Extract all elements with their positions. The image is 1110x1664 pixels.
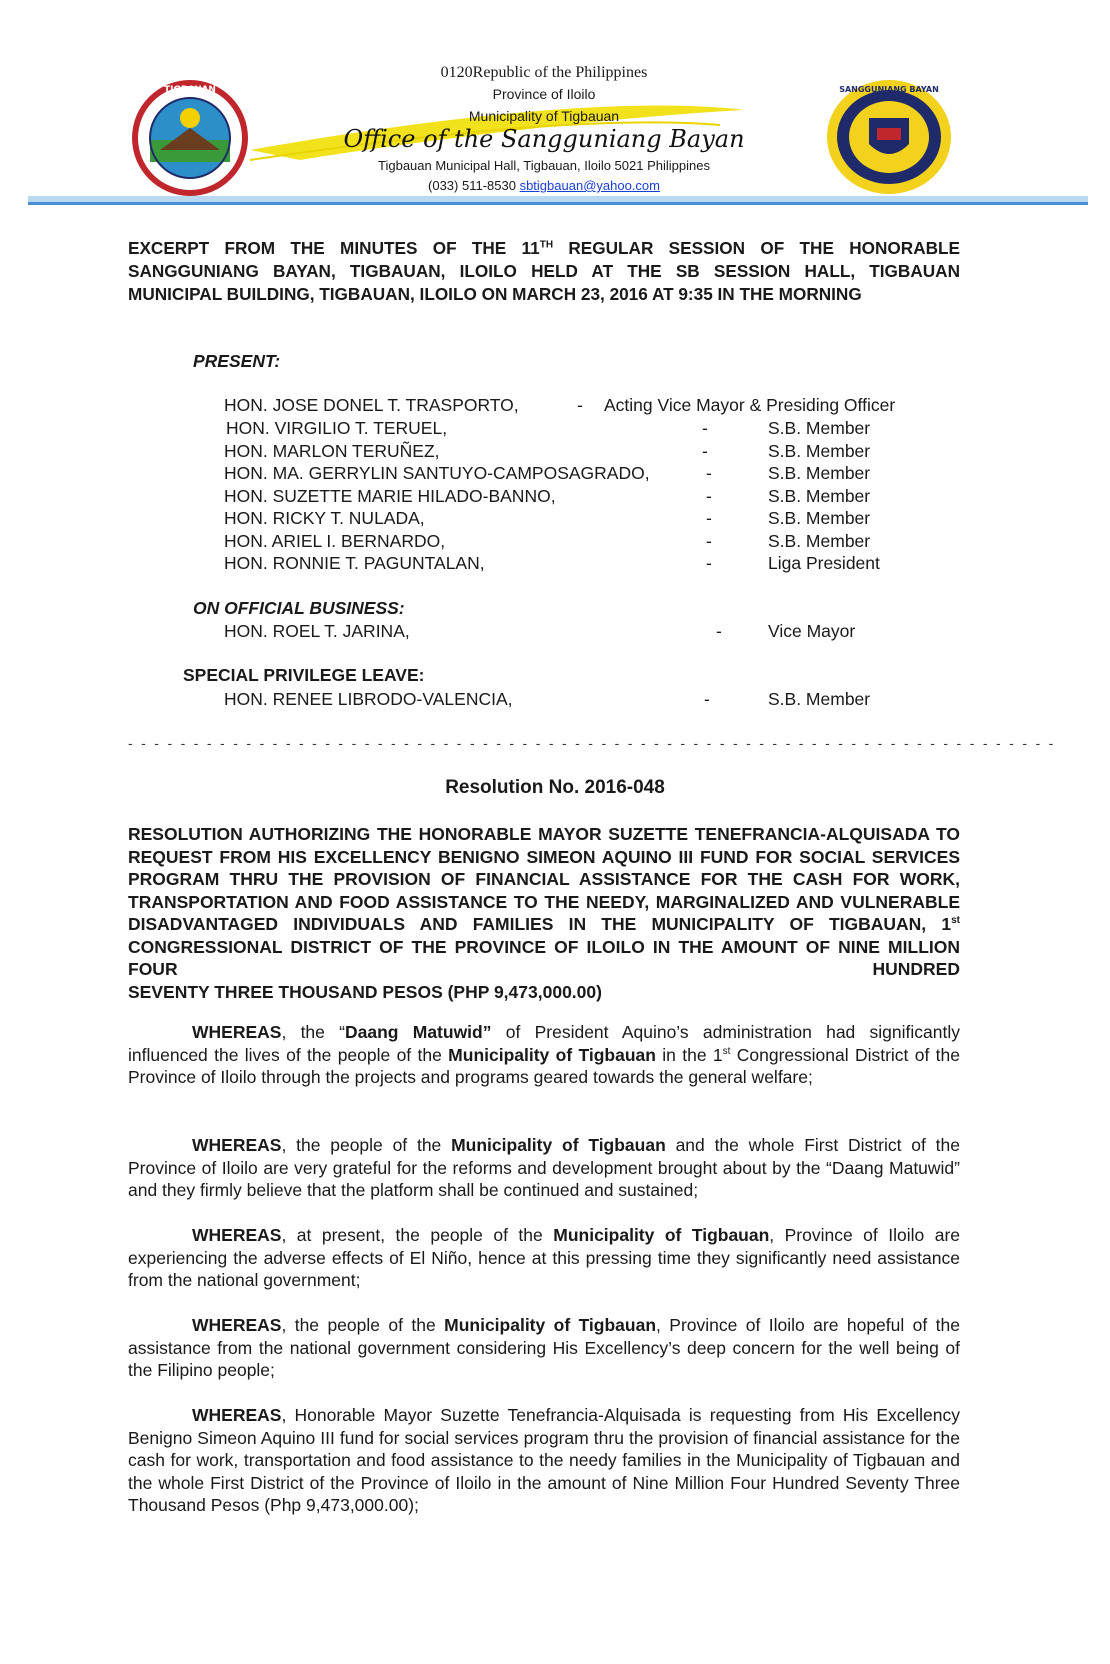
resolution-number: Resolution No. 2016-048 (445, 777, 665, 798)
resolution-title: RESOLUTION AUTHORIZING THE HONORABLE MAYOR SUZETTE TENEFRANCIA-ALQUISADA TO REQUEST FROM HIS EXCELLENCY BENIGNO SIMEON AQUINO III FUND FOR SOCIAL SERVICES PROGRAM THRU THE PROVISION OF FINANCIAL ASSISTANCE FOR THE CASH FOR WORK, TRANSPORTATION AND FOOD ASSISTANCE TO THE NEEDY, MARGINALIZED AND VULNERABLE DISADVANTAGED INDIVIDUALS AND FAMILIES IN THE MUNICIPALITY OF TIGBAUAN, 1st CONGRESSIONAL DISTRICT OF THE PROVINCE OF ILOILO IN THE AMOUNT OF NINE MILLION FOUR HUNDRED SEVENTY THREE THOUSAND PESOS (PHP 9,473,000.00) (128, 824, 960, 1002)
header-province: Province of Iloilo (492, 86, 596, 102)
whereas-paragraph: WHEREAS, Honorable Mayor Suzette Tenefrancia-Alquisada is requesting from His Excellency Benigno Simeon Aquino III fund for social services program thru the provision of financial assistance for the cash for work, transportation and food assistance to the needy families in the Municipality of Tigbauan and the whole First District of the Province of Iloilo in the amount of Nine Million Four Hundred Seventy Three Thousand Pesos (Php 9,473,000.00); (128, 1405, 960, 1515)
header-office-title: Office of the Sangguniang Bayan (343, 125, 745, 153)
attendance-row: HON. RONNIE T. PAGUNTALAN, - Liga President (224, 553, 880, 573)
attendance-row: HON. ROEL T. JARINA, - Vice Mayor (224, 621, 856, 641)
header-email-link[interactable]: sbtigbauan@yahoo.com (519, 178, 660, 193)
whereas-paragraph: WHEREAS, the “Daang Matuwid” of President Aquino’s administration had significantly influenced the lives of the people of the Municipality of Tigbauan in the 1st Congressional District of the Province of Iloilo through the projects and programs geared towards the general welfare; (128, 1022, 960, 1087)
whereas-paragraph: WHEREAS, the people of the Municipality of Tigbauan and the whole First District of the Province of Iloilo are very grateful for the reforms and development brought about by the “Daang Matuwid” and they firmly believe that the platform shall be continued and sustained; (128, 1135, 960, 1200)
header-rule-accent (28, 202, 1088, 205)
header-phone: (033) 511-8530 (428, 178, 516, 193)
special-leave-label: SPECIAL PRIVILEGE LEAVE: (183, 665, 425, 685)
section-separator: - - - - - - - - - - - - - - - - - - - - - - - - - - - - - - - - - - - - - - - - - - - - - - - - - - - - - - - - - - - - - - - - - - - - - - - (128, 735, 1056, 751)
present-label: PRESENT: (193, 351, 281, 371)
official-business-label: ON OFFICIAL BUSINESS: (193, 598, 405, 618)
attendance-row: HON. JOSE DONEL T. TRASPORTO, - Acting Vice Mayor & Presiding Officer (224, 395, 896, 415)
attendance-row: HON. RICKY T. NULADA, - S.B. Member (224, 508, 871, 528)
svg-text:SANGGUNIANG BAYAN: SANGGUNIANG BAYAN (839, 85, 939, 94)
svg-text:TIGBAUAN: TIGBAUAN (164, 85, 216, 95)
attendance-row: HON. RENEE LIBRODO-VALENCIA, - S.B. Member (224, 689, 871, 709)
header-contact (0, 178, 1088, 193)
attendance-row: HON. SUZETTE MARIE HILADO-BANNO, - S.B. Member (224, 486, 871, 506)
attendance-row: HON. MA. GERRYLIN SANTUYO-CAMPOSAGRADO, - S.B. Member (224, 463, 871, 483)
whereas-paragraph: WHEREAS, the people of the Municipality of Tigbauan, Province of Iloilo are hopeful of the assistance from the national government considering His Excellency’s deep concern for the well being of the Filipino people; (128, 1315, 960, 1380)
excerpt-heading: EXCERPT FROM THE MINUTES OF THE 11TH REGULAR SESSION OF THE HONORABLE SANGGUNIANG BAYAN, TIGBAUAN, ILOILO HELD AT THE SB SESSION HALL, TIGBAUAN MUNICIPAL BUILDING, TIGBAUAN, ILOILO ON MARCH 23, 2016 AT 9:35 IN THE MORNING (128, 238, 960, 304)
whereas-paragraph: WHEREAS, at present, the people of the Municipality of Tigbauan, Province of Iloilo are experiencing the adverse effects of El Niño, hence at this pressing time they significantly need assistance from the national government; (128, 1225, 961, 1290)
header-municipality: Municipality of Tigbauan (468, 108, 620, 124)
header-address: Tigbauan Municipal Hall, Tigbauan, Iloilo 5021 Philippines (378, 158, 710, 173)
attendance-row: HON. ARIEL I. BERNARDO, - S.B. Member (224, 531, 871, 551)
header-republic: 0120Republic of the Philippines (440, 64, 648, 81)
attendance-row: HON. MARLON TERUÑEZ, - S.B. Member (224, 441, 871, 461)
attendance-row: HON. VIRGILIO T. TERUEL, - S.B. Member (226, 418, 871, 438)
